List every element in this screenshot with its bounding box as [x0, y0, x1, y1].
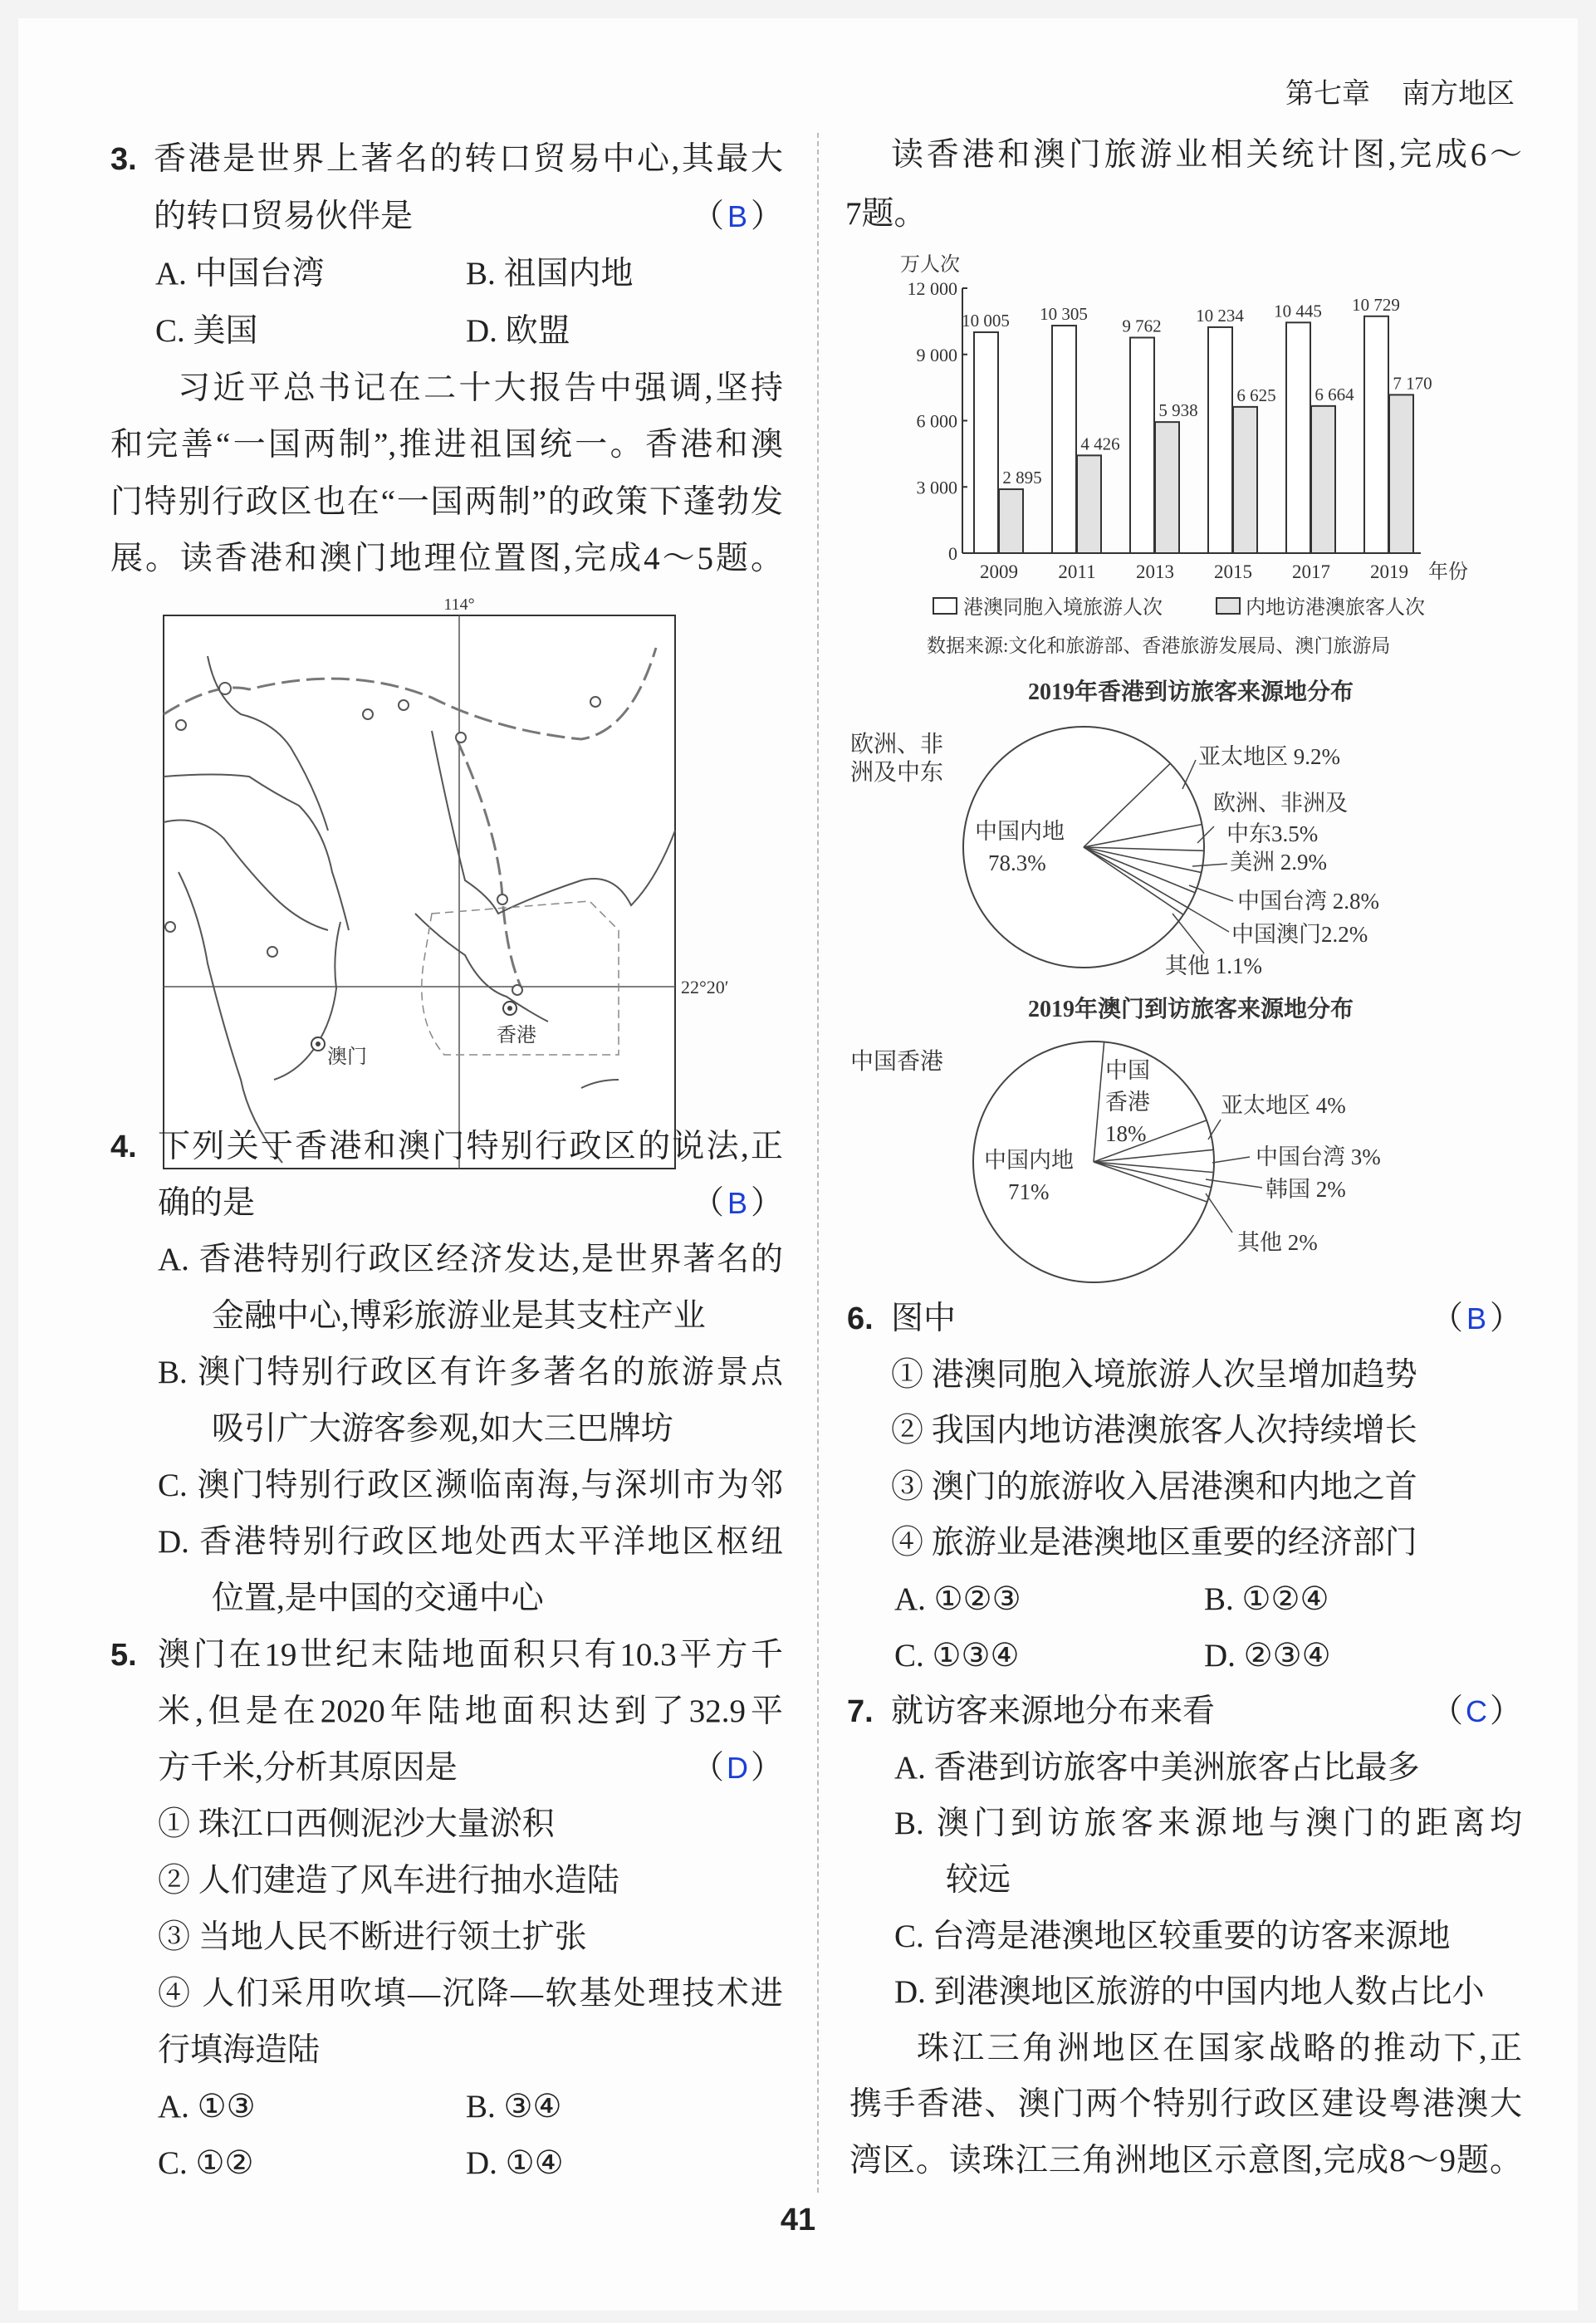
legend-compatriots: 港澳同胞入境旅游人次 [963, 597, 1163, 619]
question-4-option-cont: 位置,是中国的交通中心 [212, 1581, 544, 1616]
paren-close: ） [750, 1185, 783, 1221]
bar-compatriots [1052, 326, 1076, 553]
latitude-label: 22°20′ [681, 977, 729, 997]
label-taiwan: 中国台湾 2.8% [1237, 889, 1379, 914]
question-4-stem: 下列关于香港和澳门特别行政区的说法,正 [158, 1129, 783, 1164]
x-tick-label: 2019 [1370, 561, 1408, 582]
x-axis-label: 年份 [1428, 561, 1468, 583]
x-tick-label: 2017 [1292, 561, 1330, 582]
option-c: C. ①③④ [894, 1637, 1020, 1674]
answer-letter: B [1466, 1301, 1486, 1335]
paren-close: ） [750, 1750, 783, 1786]
hongkong-label: 香港 [497, 1025, 536, 1046]
question-4-option: D. 香港特别行政区地处西太平洋地区枢纽 [158, 1524, 783, 1560]
label-americas: 美洲 2.9% [1230, 850, 1327, 875]
label-mainland: 中国内地 [975, 819, 1065, 844]
bar-mainland [1311, 406, 1335, 553]
bar-value-label: 9 762 [1122, 316, 1162, 336]
question-6-number: 6. [847, 1301, 874, 1336]
question-3-stem: 香港是世界上著名的转口贸易中心,其最大 [154, 141, 783, 177]
paren-open: （ [1431, 1693, 1464, 1730]
label-korea: 韩国 2% [1266, 1177, 1346, 1202]
question-5-stem: 米,但是在2020年陆地面积达到了32.9平 [158, 1693, 783, 1729]
question-7-option-cont: 较远 [946, 1862, 1011, 1898]
question-4-number: 4. [110, 1130, 137, 1164]
question-7-number: 7. [847, 1694, 874, 1730]
label-hongkong-share: 香港 [1105, 1090, 1150, 1115]
y-tick-label: 9 000 [916, 344, 957, 365]
option-a: A. 中国台湾 [155, 256, 325, 292]
question-4-option: C. 澳门特别行政区濒临南海,与深圳市为邻 [158, 1468, 783, 1503]
slice-name-europe-africa-middle-east: 欧洲、非洲及中东 [850, 732, 944, 786]
answer-letter: B [727, 1186, 747, 1220]
x-tick-label: 2009 [980, 561, 1018, 582]
intro-paragraph: 习近平总书记在二十大报告中强调,坚持 [178, 370, 783, 406]
option-b: B. ①②④ [1204, 1581, 1329, 1617]
y-tick-label: 0 [948, 543, 957, 564]
data-source: 数据来源:文化和旅游部、香港旅游发展局、澳门旅游局 [927, 635, 1391, 656]
legend-swatch-compatriots [933, 598, 957, 614]
y-tick-label: 6 000 [916, 410, 957, 432]
question-7-stem: 就访客来源地分布来看 [891, 1693, 1216, 1730]
closing-paragraph: 湾区。读珠江三角洲地区示意图,完成8～9题。 [849, 2143, 1522, 2178]
question-7-option: D. 到港澳地区旅游的中国内地人数占比小 [894, 1974, 1485, 2011]
label-hongkong-share: 18% [1105, 1121, 1147, 1146]
closing-paragraph: 携手香港、澳门两个特别行政区建设粤港澳大 [849, 2086, 1522, 2123]
bar-value-label: 10 305 [1040, 304, 1088, 325]
paren-open: （ [1431, 1301, 1464, 1336]
question-6-item: ② 我国内地访港澳旅客人次持续增长 [891, 1413, 1417, 1449]
x-tick-label: 2013 [1136, 561, 1174, 582]
paren-open: （ [692, 1185, 725, 1221]
paren-open: （ [692, 198, 725, 234]
question-6-answer [1431, 1291, 1522, 1347]
question-5-item: ④ 人们采用吹填—沉降—软基处理技术进 [158, 1976, 783, 2012]
question-6-item: ① 港澳同胞入境旅游人次呈增加趋势 [891, 1356, 1417, 1393]
legend-mainland: 内地访港澳旅客人次 [1246, 597, 1425, 619]
question-7-option: C. 台湾是港澳地区较重要的访客来源地 [894, 1918, 1451, 1954]
question-7-answer [1431, 1683, 1522, 1740]
label-europe-africa: 欧洲、非洲及 [1213, 791, 1348, 816]
bar-compatriots [1286, 322, 1310, 553]
question-4-stem: 确的是 [158, 1185, 256, 1221]
option-d: D. 欧盟 [466, 313, 570, 349]
label-asia-pacific: 亚太地区 4% [1221, 1093, 1346, 1118]
page-number: 41 [780, 2203, 816, 2237]
y-tick-label: 12 000 [907, 278, 957, 299]
question-4-option: A. 香港特别行政区经济发达,是世界著名的 [158, 1242, 783, 1277]
closing-paragraph: 珠江三角洲地区在国家战略的推动下,正 [917, 2030, 1522, 2066]
bar-mainland [1077, 455, 1101, 553]
bar-mainland [1155, 422, 1179, 553]
bar-value-label: 10 234 [1196, 305, 1244, 326]
question-6-stem: 图中 [891, 1301, 957, 1336]
paren-close: ） [750, 198, 783, 234]
question-4-option: B. 澳门特别行政区有许多著名的旅游景点 [158, 1355, 783, 1390]
question-4-option-cont: 吸引广大游客参观,如大三巴牌坊 [212, 1411, 673, 1447]
question-3-number: 3. [110, 142, 137, 177]
paren-open: （ [692, 1750, 725, 1786]
bar-mainland [1389, 395, 1413, 553]
bar-value-label: 10 445 [1274, 301, 1322, 321]
pie_mo-title: 2019年澳门到访旅客来源地分布 [1027, 997, 1354, 1022]
bar-value-label: 6 664 [1314, 384, 1354, 404]
bar-value-label: 7 170 [1393, 373, 1432, 394]
bar-value-label: 10 005 [962, 311, 1010, 331]
label-mainland: 中国内地 [984, 1148, 1074, 1173]
question-4-answer [692, 1175, 783, 1232]
bar-value-label: 4 426 [1080, 434, 1120, 454]
question-5-item: ③ 当地人民不断进行领土扩张 [158, 1919, 587, 1955]
intro-paragraph: 和完善“一国两制”,推进祖国统一。香港和澳 [110, 427, 783, 463]
paren-close: ） [1489, 1693, 1522, 1730]
question-5-stem: 澳门在19世纪末陆地面积只有10.3平方千 [158, 1637, 783, 1673]
bar-value-label: 6 625 [1236, 385, 1276, 405]
question-5-item: ② 人们建造了风车进行抽水造陆 [158, 1863, 619, 1899]
question-7-option: B. 澳门到访旅客来源地与澳门的距离均 [894, 1806, 1522, 1842]
question-5-item: 行填海造陆 [158, 2032, 321, 2068]
y-tick-label: 3 000 [916, 477, 957, 498]
question-3-stem: 的转口贸易伙伴是 [154, 198, 414, 234]
x-tick-label: 2011 [1058, 561, 1096, 582]
bar-mainland [1233, 407, 1257, 553]
option-b: B. 祖国内地 [466, 256, 634, 292]
chapter-label: 第七章 [1285, 79, 1370, 110]
bar-compatriots [1364, 316, 1388, 553]
chart-intro: 读香港和澳门旅游业相关统计图,完成6～ [891, 137, 1522, 173]
answer-letter: D [727, 1751, 748, 1785]
label-other: 其他 2% [1237, 1230, 1318, 1255]
label-taiwan: 中国台湾 3% [1256, 1144, 1381, 1169]
question-4-option-cont: 金融中心,博彩旅游业是其支柱产业 [212, 1298, 706, 1334]
label-macau: 中国澳门2.2% [1231, 922, 1368, 947]
bar-compatriots [974, 332, 998, 553]
label-middle-east: 中东3.5% [1226, 821, 1319, 846]
bar-value-label: 10 729 [1352, 294, 1400, 315]
label-mainland-share: 78.3% [988, 850, 1046, 875]
answer-letter: C [1466, 1694, 1487, 1729]
paren-close: ） [1489, 1301, 1522, 1336]
label-mainland-share: 71% [1008, 1179, 1050, 1204]
question-7-option: A. 香港到访旅客中美洲旅客占比最多 [894, 1749, 1420, 1786]
bar-mainland [999, 489, 1023, 553]
bar-value-label: 2 895 [1002, 468, 1042, 488]
label-other: 其他 1.1% [1165, 953, 1262, 978]
pie_hk-title: 2019年香港到访旅客来源地分布 [1027, 679, 1354, 705]
question-6-item: ③ 澳门的旅游收入居港澳和内地之首 [891, 1468, 1417, 1505]
section-label: 南方地区 [1402, 79, 1515, 110]
answer-letter: B [727, 199, 747, 233]
option-a: A. ①②③ [894, 1581, 1021, 1617]
question-5-number: 5. [110, 1638, 137, 1673]
x-tick-label: 2015 [1214, 561, 1252, 582]
macau-label: 澳门 [327, 1046, 367, 1068]
chart-intro: 7题。 [845, 196, 927, 232]
option-d: D. ①④ [466, 2145, 564, 2181]
question-5-item: ① 珠江口西侧泥沙大量淤积 [158, 1806, 555, 1842]
y-axis-label: 万人次 [900, 254, 960, 276]
bar-value-label: 5 938 [1158, 400, 1198, 421]
label-asia-pacific: 亚太地区 9.2% [1198, 744, 1340, 769]
intro-paragraph: 展。读香港和澳门地理位置图,完成4～5题。 [110, 541, 783, 576]
label-hongkong: 中国 [1105, 1058, 1150, 1083]
slice-name-hongkong: 中国香港 [850, 1049, 944, 1075]
question-6-item: ④ 旅游业是港澳地区重要的经济部门 [891, 1525, 1417, 1561]
option-c: C. 美国 [155, 313, 258, 349]
question-3-answer [692, 189, 783, 245]
option-c: C. ①② [158, 2145, 254, 2181]
option-b: B. ③④ [466, 2089, 562, 2125]
bar-compatriots [1208, 327, 1232, 553]
option-a: A. ①③ [158, 2089, 256, 2125]
legend-swatch-mainland [1217, 598, 1240, 614]
bar-compatriots [1130, 337, 1154, 553]
intro-paragraph: 门特别行政区也在“一国两制”的政策下蓬勃发 [110, 484, 783, 520]
question-5-answer [692, 1740, 783, 1796]
option-d: D. ②③④ [1204, 1637, 1331, 1674]
longitude-label: 114° [443, 595, 475, 614]
question-5-stem: 方千米,分析其原因是 [158, 1750, 458, 1786]
